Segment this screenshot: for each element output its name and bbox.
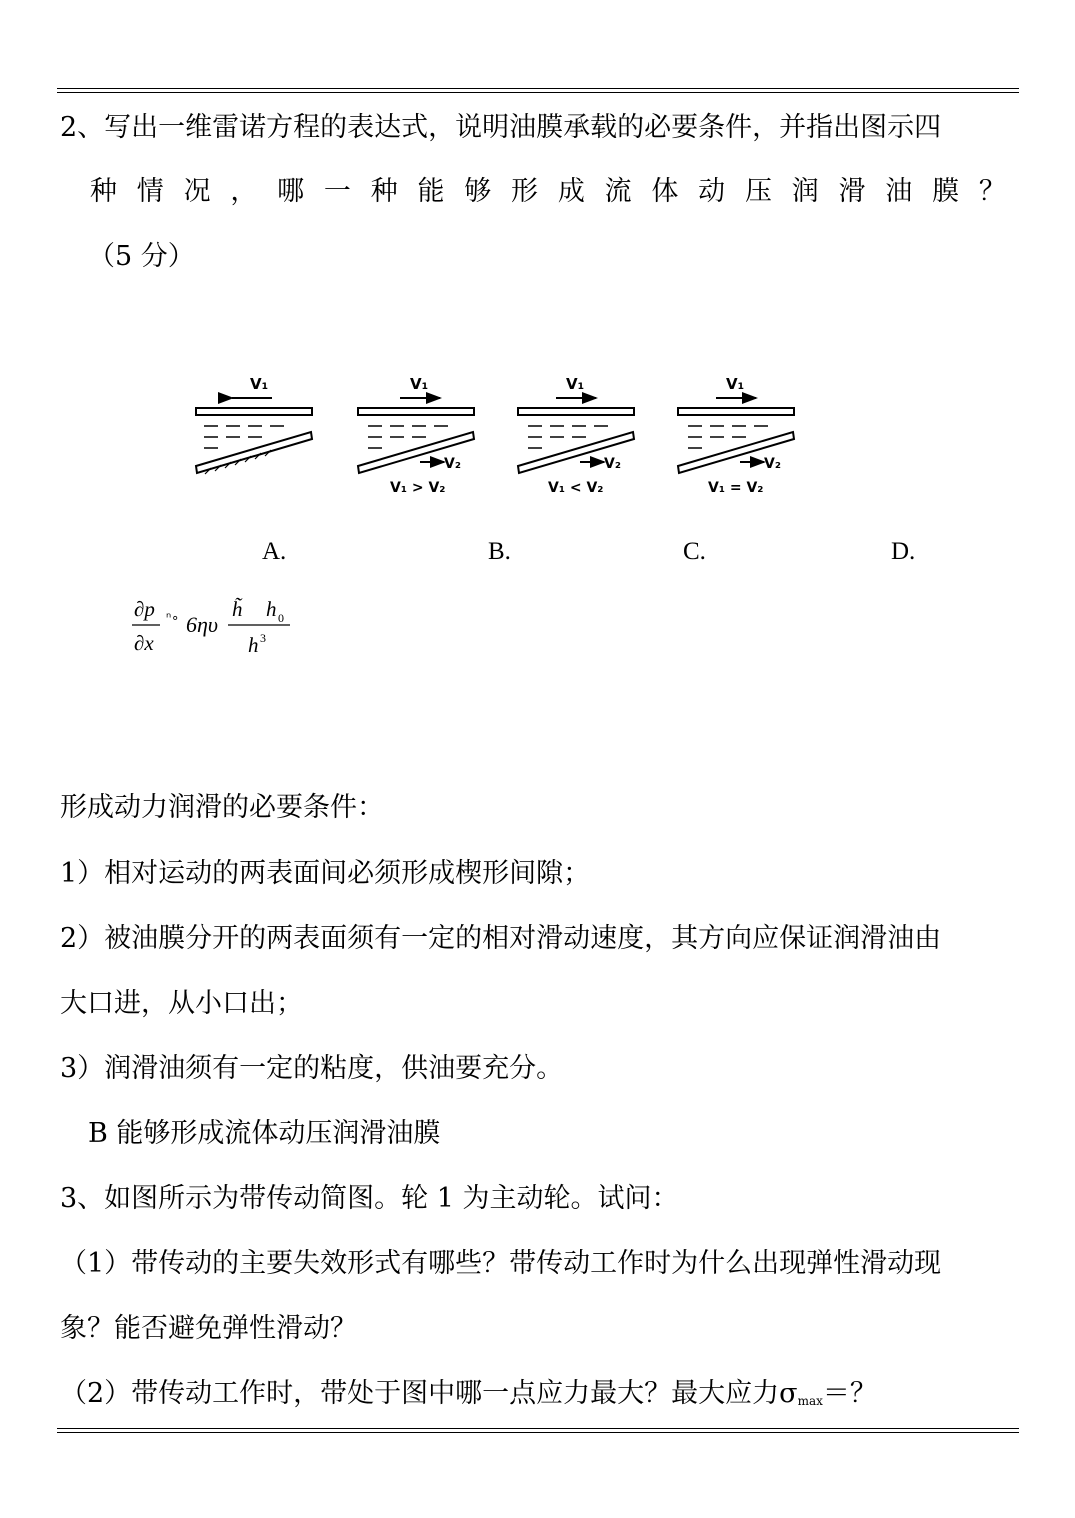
panel-a-v1-label: V₁ xyxy=(250,375,269,393)
question2-line2 xyxy=(90,178,1006,205)
question2-line2-char: 况 xyxy=(183,176,211,207)
answer-item2-line2: 大口进，从小口出； xyxy=(60,988,303,1019)
panel-b-v2-label: V₂ xyxy=(444,456,461,472)
panel-a xyxy=(196,375,312,474)
answer-item1: 1）相对运动的两表面间必须形成楔形间隙； xyxy=(60,858,591,889)
question2-line2-char: 种 xyxy=(90,176,117,207)
question2-line2-char: 能 xyxy=(417,176,445,207)
option-d: D. xyxy=(891,538,916,565)
question2-line3: （5 分） xyxy=(88,241,195,272)
question2-line2-char: 情 xyxy=(136,176,164,207)
panel-b xyxy=(358,375,474,496)
bottom-rule xyxy=(57,1428,1019,1433)
question3-q2-suffix: ＝？ xyxy=(822,1378,877,1409)
formula-lhs-numerator: ∂p xyxy=(134,597,155,621)
question2-line2-char: 流 xyxy=(604,176,632,207)
question3-q2 xyxy=(60,1380,877,1407)
sigma-max-subscript: max xyxy=(797,1394,823,1408)
question2-line2-char: 够 xyxy=(464,176,492,207)
formula-coefficient: 6ηυ xyxy=(186,612,219,637)
question3-q1-line2: 象？能否避免弹性滑动？ xyxy=(60,1313,357,1344)
panel-c-v2-label: V₂ xyxy=(604,456,621,472)
option-c: C. xyxy=(683,538,706,565)
question2-line2-char: 体 xyxy=(651,176,679,207)
reynolds-equation xyxy=(128,594,328,664)
question2-line2-char: 动 xyxy=(698,176,726,207)
question2-line2-char: 膜 xyxy=(932,176,960,207)
question2-line2-char: 滑 xyxy=(838,176,866,207)
panel-b-v1-label: V₁ xyxy=(410,375,429,393)
panel-c xyxy=(518,375,634,496)
panel-d-condition: V₁ = V₂ xyxy=(708,480,764,496)
question2-line2-char: 压 xyxy=(744,176,772,207)
formula-lhs-denominator: ∂x xyxy=(134,631,154,655)
question2-line2-char: 成 xyxy=(557,176,585,207)
question2-line2-char: 润 xyxy=(791,176,819,207)
panel-b-condition: V₁ > V₂ xyxy=(390,480,446,496)
formula-h-denominator: h xyxy=(248,633,259,657)
formula-garbled-symbol: ⁿ∘ xyxy=(166,611,180,626)
question3-q1-line1: （1）带传动的主要失效形式有哪些？带传动工作时为什么出现弹性滑动现 xyxy=(60,1248,942,1279)
answer-item2-line1: 2）被油膜分开的两表面须有一定的相对滑动速度，其方向应保证润滑油由 xyxy=(60,923,942,954)
formula-h-tilde: h̃ xyxy=(232,597,243,621)
answer-heading: 形成动力润滑的必要条件： xyxy=(60,792,384,823)
question2-line2-char: 一 xyxy=(323,176,351,207)
option-b: B. xyxy=(488,538,511,565)
question3-q2-prefix: （2）带传动工作时，带处于图中哪一点应力最大？最大应力σ xyxy=(60,1378,798,1409)
answer-conclusion: B 能够形成流体动压润滑油膜 xyxy=(88,1118,441,1149)
formula-h0: h xyxy=(266,597,277,621)
question2-line2-char: 油 xyxy=(885,176,913,207)
question3-intro: 3、如图所示为带传动简图。轮 1 为主动轮。试问： xyxy=(60,1183,679,1214)
option-a: A. xyxy=(262,538,287,565)
question2-line2-char: 形 xyxy=(511,176,539,207)
question2-line2-char: ？ xyxy=(978,176,1006,207)
question2-line1: 2、写出一维雷诺方程的表达式，说明油膜承载的必要条件，并指出图示四 xyxy=(60,112,942,143)
formula-h0-subscript: 0 xyxy=(278,611,284,625)
panel-d-v2-label: V₂ xyxy=(764,456,781,472)
answer-item3: 3）润滑油须有一定的粘度，供油要充分。 xyxy=(60,1053,564,1084)
formula-h-cubed: 3 xyxy=(260,631,266,645)
panel-d-v1-label: V₁ xyxy=(726,375,745,393)
top-rule xyxy=(57,88,1019,93)
panel-c-v1-label: V₁ xyxy=(566,375,585,393)
panel-d xyxy=(678,375,794,496)
question2-line2-char: 种 xyxy=(370,176,398,207)
question2-line2-char: 哪 xyxy=(277,176,305,207)
question2-line2-char: ， xyxy=(230,176,258,207)
lubrication-figure xyxy=(0,360,1075,510)
panel-c-condition: V₁ < V₂ xyxy=(548,480,604,496)
